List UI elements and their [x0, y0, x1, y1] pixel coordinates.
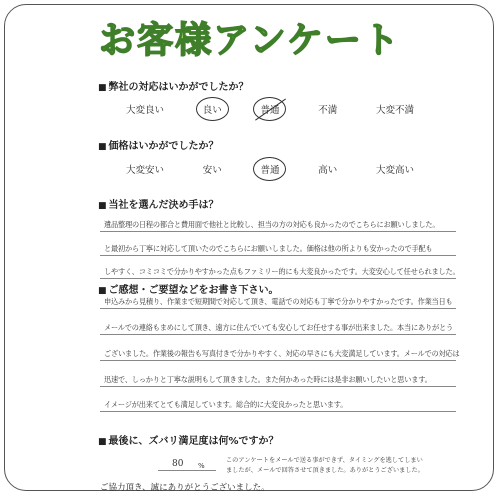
feedback-text-line-5: イメージが出来てとても満足しています。総合的に大変良かったと思います。 [104, 400, 348, 409]
satisfaction-comment-line-1: このアンケートをメールで送る事ができず、タイミングを逃してしまい [226, 457, 423, 464]
answer-line [100, 231, 456, 232]
feedback-text-line-3: ございました。作業後の報告も写真付きで分かりやすく、対応の早さにも大変満足しています。メールでの対応は [104, 349, 460, 358]
service-option-very-good: 大変良い [126, 105, 165, 116]
feedback-text-line-4: 迅速で、しっかりと丁寧な説明もして頂きました。また何かあった時には是非お願いしたいと思います。 [104, 375, 432, 384]
answer-line [100, 386, 456, 387]
answer-line [100, 278, 456, 279]
question-feedback: ■ ご感想・ご要望などをお書き下さい。 [98, 281, 279, 296]
answer-line [100, 360, 456, 361]
deciding-factor-text-line-1: 遺品整理の日程の都合と費用面で他社と比較し、担当の方の対応も良かったのでこちらにお願いしました。 [104, 220, 440, 229]
satisfaction-value: 80 [172, 459, 184, 469]
deciding-factor-text-line-3: しやすく、コミコミで分かりやすかった点もファミリー的にも大変良かったです。大変安心して任せられました。 [104, 267, 460, 276]
thanks-message: ご協力頂き、誠にありがとうございました。 [100, 483, 270, 493]
answer-line [100, 255, 456, 256]
question-service: ■ 弊社の対応はいかがでしたか？ [98, 78, 249, 93]
price-option-very-expensive: 大変高い [375, 165, 414, 176]
service-options [120, 100, 420, 118]
feedback-text-line-2: メールでの連絡もまめにして頂き、遠方に住んでいても安心してお任せする事が出来ました。本当にありがとう [104, 323, 453, 332]
price-option-cheap: 安い [202, 165, 222, 176]
question-price: ■ 価格はいかがでしたか？ [98, 137, 219, 152]
price-options [120, 160, 420, 178]
price-option-average: 普通 [254, 160, 285, 178]
question-deciding-factor: ■ 当社を選んだ決め手は？ [98, 196, 219, 211]
deciding-factor-text-line-2: と最初から丁寧に対応して頂いたのでこちらにお願いしました。価格は他の所よりも安かったので手配も [104, 244, 433, 253]
feedback-text-line-1: 申込みから見積り、作業まで短期間で対応して頂き、電話での対応も丁寧で分かりやすかったです。作業当日も [104, 297, 453, 306]
service-option-average: 普通 [254, 100, 285, 118]
question-satisfaction: ■ 最後に、ズバリ満足度は何%ですか？ [98, 432, 279, 447]
satisfaction-comment-line-2: ましたが、メールで回答させて頂きました。ありがとうございました。 [226, 467, 424, 474]
service-option-good: 良い [197, 100, 228, 118]
satisfaction-unit: % [198, 462, 205, 470]
page-title: お客様アンケート [99, 20, 401, 61]
satisfaction-underline [158, 470, 216, 471]
answer-line [100, 411, 456, 412]
price-option-expensive: 高い [318, 165, 338, 176]
answer-line [100, 308, 456, 309]
price-option-very-cheap: 大変安い [126, 165, 165, 176]
answer-line [100, 334, 456, 335]
service-option-unsatisfied: 不満 [318, 105, 338, 116]
service-option-very-unsatisfied: 大変不満 [375, 105, 414, 116]
